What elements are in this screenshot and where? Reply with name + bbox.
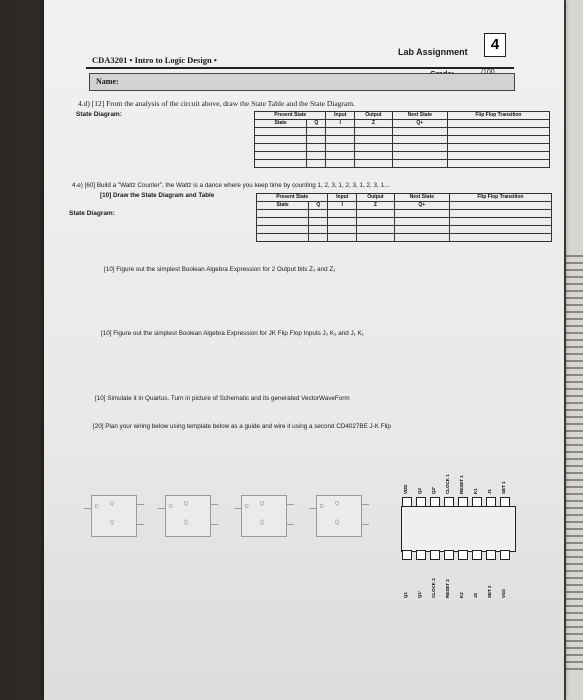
q4e-diagram-label: State Diagram: — [69, 210, 115, 217]
table-row: State Q I Z Q+ — [255, 120, 550, 128]
page-edge-line — [566, 423, 583, 425]
page-edge-line — [566, 654, 583, 656]
page-edge-line — [566, 353, 583, 355]
name-label: Name: — [96, 77, 119, 86]
page-edge-line — [566, 437, 583, 439]
chip-pin-label: K2 — [459, 592, 464, 598]
q4e-prompt: 4.e) [60] Build a "Waltz Counter", the Waltz is a dance where you keep time by counting 1, 2, 3, 1, 2, 3, 1, 2, 3, 1… — [72, 182, 391, 189]
page-edge-line — [566, 591, 583, 593]
worksheet-paper — [44, 0, 564, 700]
course-title: CDA3201 • Intro to Logic Design • — [92, 55, 217, 65]
chip-pin-label: Q1' — [417, 590, 422, 598]
q4d-state-table — [254, 111, 550, 168]
page-edge-line — [566, 388, 583, 390]
page-edge-line — [566, 339, 583, 341]
chip-pin-bottom — [486, 550, 496, 560]
chip-pin-top — [430, 497, 440, 507]
page-edge-line — [566, 528, 583, 530]
task-simulate-quartus: [10] Simulate it in Quartus. Turn in picture of Schematic and its generated VectorWaveForm — [95, 395, 350, 402]
name-field[interactable] — [89, 73, 515, 91]
page-edge-line — [566, 269, 583, 271]
page-edge-line — [566, 493, 583, 495]
page-edge-line — [566, 605, 583, 607]
chip-pin-label: Q2' — [431, 486, 436, 494]
flip-flop-template: Q Q̄ D — [316, 495, 362, 537]
page-edge-line — [566, 297, 583, 299]
chip-pin-label: RESET 2 — [445, 579, 450, 598]
chip-pin-top — [402, 497, 412, 507]
page-edge-line — [566, 276, 583, 278]
page-edge-line — [566, 577, 583, 579]
page-edge-line — [566, 598, 583, 600]
page-edge-line — [566, 563, 583, 565]
q4d-prompt: 4.d) [12] From the analysis of the circuit above, draw the State Table and the State Diagram. — [78, 99, 355, 108]
lab-assignment-label: Lab Assignment — [398, 47, 468, 57]
chip-pin-label: SET 2 — [487, 585, 492, 598]
page-edge-line — [566, 640, 583, 642]
page-edge-line — [566, 381, 583, 383]
page-edge-line — [566, 444, 583, 446]
chip-pin-bottom — [500, 550, 510, 560]
chip-pin-label: VDD — [403, 484, 408, 494]
flip-flop-template: Q Q̄ D — [241, 495, 287, 537]
table-row: State Q I Z Q+ — [257, 202, 552, 210]
page-edge-line — [566, 255, 583, 257]
page-edge-line — [566, 668, 583, 670]
chip-pin-top — [416, 497, 426, 507]
page-edge-line — [566, 290, 583, 292]
page-edge-line — [566, 549, 583, 551]
page-edge-line — [566, 367, 583, 369]
lab-number-box: 4 — [484, 33, 506, 57]
q4e-sub: [10] Draw the State Diagram and Table — [100, 192, 215, 199]
page-edge-line — [566, 262, 583, 264]
chip-pin-label: RESET 1 — [459, 475, 464, 494]
page-edge-line — [566, 458, 583, 460]
chip-pin-label: VSS — [501, 588, 506, 598]
chip-pin-label: J1 — [487, 488, 492, 494]
page-edge-line — [566, 465, 583, 467]
flip-flop-template: Q Q̄ D — [91, 495, 137, 537]
chip-pin-label: SET 1 — [501, 481, 506, 494]
page-edge-line — [566, 626, 583, 628]
page-edge-line — [566, 633, 583, 635]
adjacent-page-edge — [566, 0, 583, 700]
page-edge-line — [566, 647, 583, 649]
task-boolean-jk: [10] Figure out the simplest Boolean Algebra Expression for JK Flip Flop Inputs J₂ K₂ and J₁ K₁ — [101, 330, 364, 337]
page-edge-line — [566, 479, 583, 481]
page-edge-line — [566, 332, 583, 334]
chip-pin-label: Q2 — [417, 487, 422, 494]
page-edge-line — [566, 514, 583, 516]
chip-pin-top — [500, 497, 510, 507]
q4e-state-table — [256, 193, 552, 242]
page-edge-line — [566, 346, 583, 348]
table-row: Present State Input Output Next State Flip Flop Transition — [255, 112, 550, 120]
chip-pin-label: CLOCK 2 — [431, 578, 436, 598]
chip-pin-label: K1 — [473, 488, 478, 494]
cd4027-chip-diagram — [401, 506, 516, 552]
page-edge-line — [566, 283, 583, 285]
page-edge-line — [566, 556, 583, 558]
chip-pin-label: J2 — [473, 592, 478, 598]
page-edge-line — [566, 472, 583, 474]
chip-pin-top — [472, 497, 482, 507]
chip-pin-label: CLOCK 1 — [445, 474, 450, 494]
page-edge-line — [566, 507, 583, 509]
chip-pin-top — [486, 497, 496, 507]
page-edge-line — [566, 619, 583, 621]
page-edge-line — [566, 570, 583, 572]
page-edge-line — [566, 374, 583, 376]
chip-pin-top — [444, 497, 454, 507]
page-edge-line — [566, 360, 583, 362]
page-edge-line — [566, 409, 583, 411]
q4d-diagram-label: State Diagram: — [76, 111, 122, 118]
table-row: Present State Input Output Next State Flip Flop Transition — [257, 194, 552, 202]
chip-pin-bottom — [430, 550, 440, 560]
page-edge-line — [566, 304, 583, 306]
chip-pin-bottom — [416, 550, 426, 560]
chip-pin-bottom — [402, 550, 412, 560]
page-edge-line — [566, 416, 583, 418]
page-edge-line — [566, 535, 583, 537]
chip-pin-bottom — [444, 550, 454, 560]
page-edge-line — [566, 318, 583, 320]
flip-flop-template: Q Q̄ D — [165, 495, 211, 537]
chip-pin-top — [458, 497, 468, 507]
page-edge-line — [566, 584, 583, 586]
page-edge-line — [566, 612, 583, 614]
page-edge-line — [566, 542, 583, 544]
chip-pin-label: Q1 — [403, 591, 408, 598]
page-edge-line — [566, 325, 583, 327]
page-edge-line — [566, 500, 583, 502]
chip-pin-bottom — [472, 550, 482, 560]
page-edge-line — [566, 486, 583, 488]
task-boolean-z: [10] Figure out the simplest Boolean Algebra Expression for 2 Output bits Z₂ and Z₁ — [104, 266, 336, 273]
page-edge-line — [566, 661, 583, 663]
task-wiring-plan: [20] Plan your wiring below using template below as a guide and wire it using a second CD4027BE J-K Flip — [93, 423, 391, 430]
chip-pin-bottom — [458, 550, 468, 560]
page-edge-line — [566, 311, 583, 313]
page-edge-line — [566, 395, 583, 397]
page-edge-line — [566, 430, 583, 432]
page-edge-line — [566, 402, 583, 404]
page-edge-line — [566, 521, 583, 523]
page-edge-line — [566, 451, 583, 453]
